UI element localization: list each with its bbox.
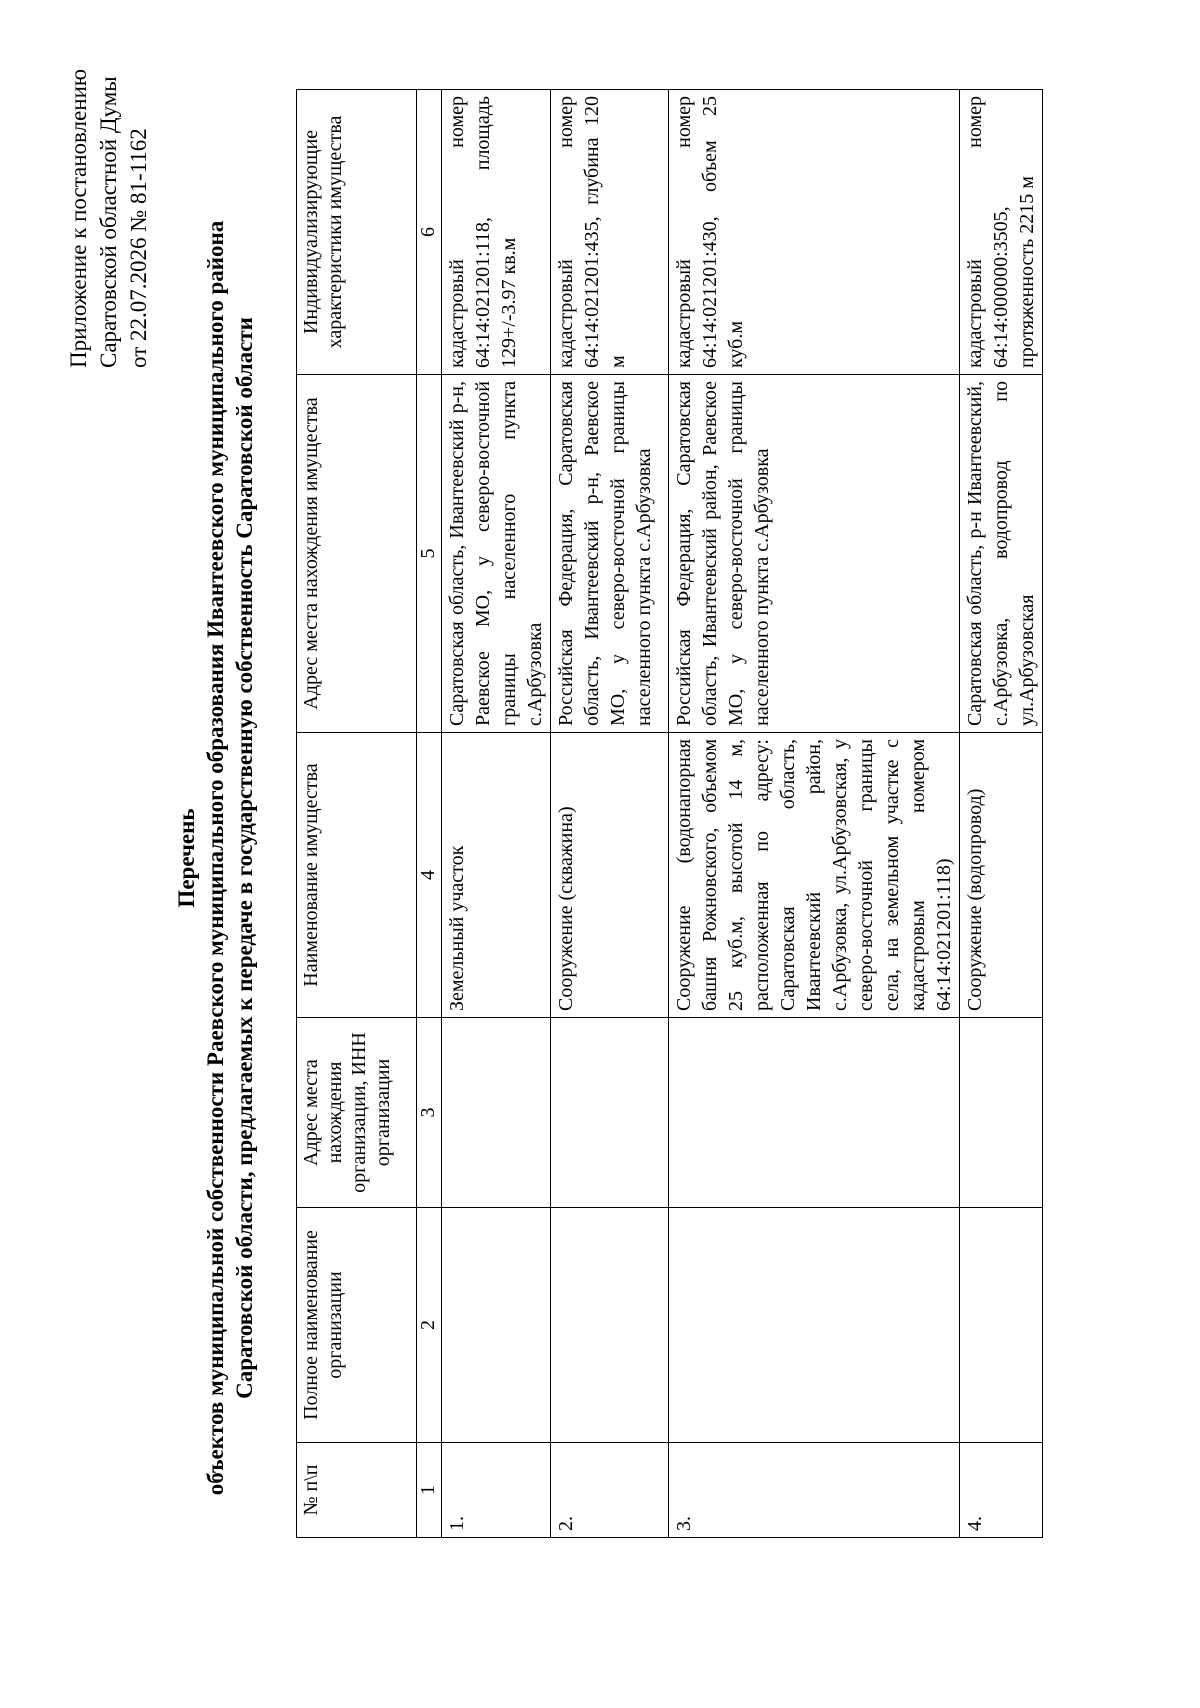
header-cell: Индивидуализирующие характеристики имущества	[297, 90, 417, 375]
header-cell: Наименование имущества	[297, 733, 417, 1018]
property-address-cell: Российская Федерация, Саратовская область, Ивантеевский р-н, Раевское МО, у северо-восточной границы населенного пункта с.Арбузовка	[551, 375, 669, 733]
column-number: 1	[417, 1443, 442, 1538]
characteristics-cell: кадастровый номер 64:14:021201:435, глубина 120 м	[551, 90, 669, 375]
org-name-cell	[551, 1208, 669, 1443]
appendix-line: Саратовской областной Думы	[96, 76, 121, 368]
header-cell: Полное наименование организации	[297, 1208, 417, 1443]
column-number: 2	[417, 1208, 442, 1443]
column-number-row	[417, 90, 442, 1538]
row-number: 1.	[442, 1443, 551, 1538]
column-number: 3	[417, 1018, 442, 1208]
document-title: Перечень	[174, 808, 199, 908]
characteristics-cell: кадастровый номер 64:14:021201:118, площадь 129+/-3.97 кв.м	[442, 90, 551, 375]
table-row	[551, 90, 669, 1538]
column-number: 4	[417, 733, 442, 1018]
property-address-cell: Саратовская область, Ивантеевский р-н, Раевское МО, у северо-восточной границы населенного пункта с.Арбузовка	[442, 375, 551, 733]
property-name-cell: Сооружение (водонапорная башня Рожновского, объемом 25 куб.м, высотой 14 м, расположенная по адресу: Саратовская область, Ивантеевский район, с.Арбузовка, ул.Арбузовская, у северо-восточной границы села, на земельном участке с кадастровым номером 64:14:021201:118)	[669, 733, 960, 1018]
appendix-line: Приложение к постановлению	[66, 68, 91, 368]
appendix-block	[64, 8, 154, 368]
org-address-cell	[960, 1018, 1043, 1208]
property-name-cell: Сооружение (скважина)	[551, 733, 669, 1018]
document-subtitle-line: Саратовской области, предлагаемых к передаче в государственную собственность Саратовской области	[232, 317, 257, 1399]
org-address-cell	[442, 1018, 551, 1208]
property-name-cell: Сооружение (водопровод)	[960, 733, 1043, 1018]
document-heading	[172, 108, 259, 1608]
org-address-cell	[551, 1018, 669, 1208]
row-number: 2.	[551, 1443, 669, 1538]
header-cell: № п\п	[297, 1443, 417, 1538]
table-row	[442, 90, 551, 1538]
document-subtitle-line: объектов муниципальной собственности Раевского муниципального образования Ивантеевского муниципального района	[203, 220, 228, 1496]
header-cell: Адрес места нахождения имущества	[297, 375, 417, 733]
characteristics-cell: кадастровый номер 64:14:021201:430, объем 25 куб.м	[669, 90, 960, 375]
table-header-row	[297, 90, 417, 1538]
property-address-cell: Саратовская область, р-н Ивантеевский, с.Арбузовка, водопровод по ул.Арбузовская	[960, 375, 1043, 733]
org-name-cell	[442, 1208, 551, 1443]
header-cell: Адрес места нахождения организации, ИНН организации	[297, 1018, 417, 1208]
table-row	[669, 90, 960, 1538]
org-address-cell	[669, 1018, 960, 1208]
characteristics-cell: кадастровый номер 64:14:000000:3505, протяженность 2215 м	[960, 90, 1043, 375]
column-number: 5	[417, 375, 442, 733]
table-row	[960, 90, 1043, 1538]
property-name-cell: Земельный участок	[442, 733, 551, 1018]
row-number: 4.	[960, 1443, 1043, 1538]
row-number: 3.	[669, 1443, 960, 1538]
property-address-cell: Российская Федерация, Саратовская область, Ивантеевский район, Раевское МО, у северо-восточной границы населенного пункта с.Арбузовка	[669, 375, 960, 733]
appendix-line: от 22.07.2026 № 81-1162	[126, 128, 151, 368]
org-name-cell	[960, 1208, 1043, 1443]
column-number: 6	[417, 90, 442, 375]
property-table	[296, 89, 1043, 1538]
org-name-cell	[669, 1208, 960, 1443]
